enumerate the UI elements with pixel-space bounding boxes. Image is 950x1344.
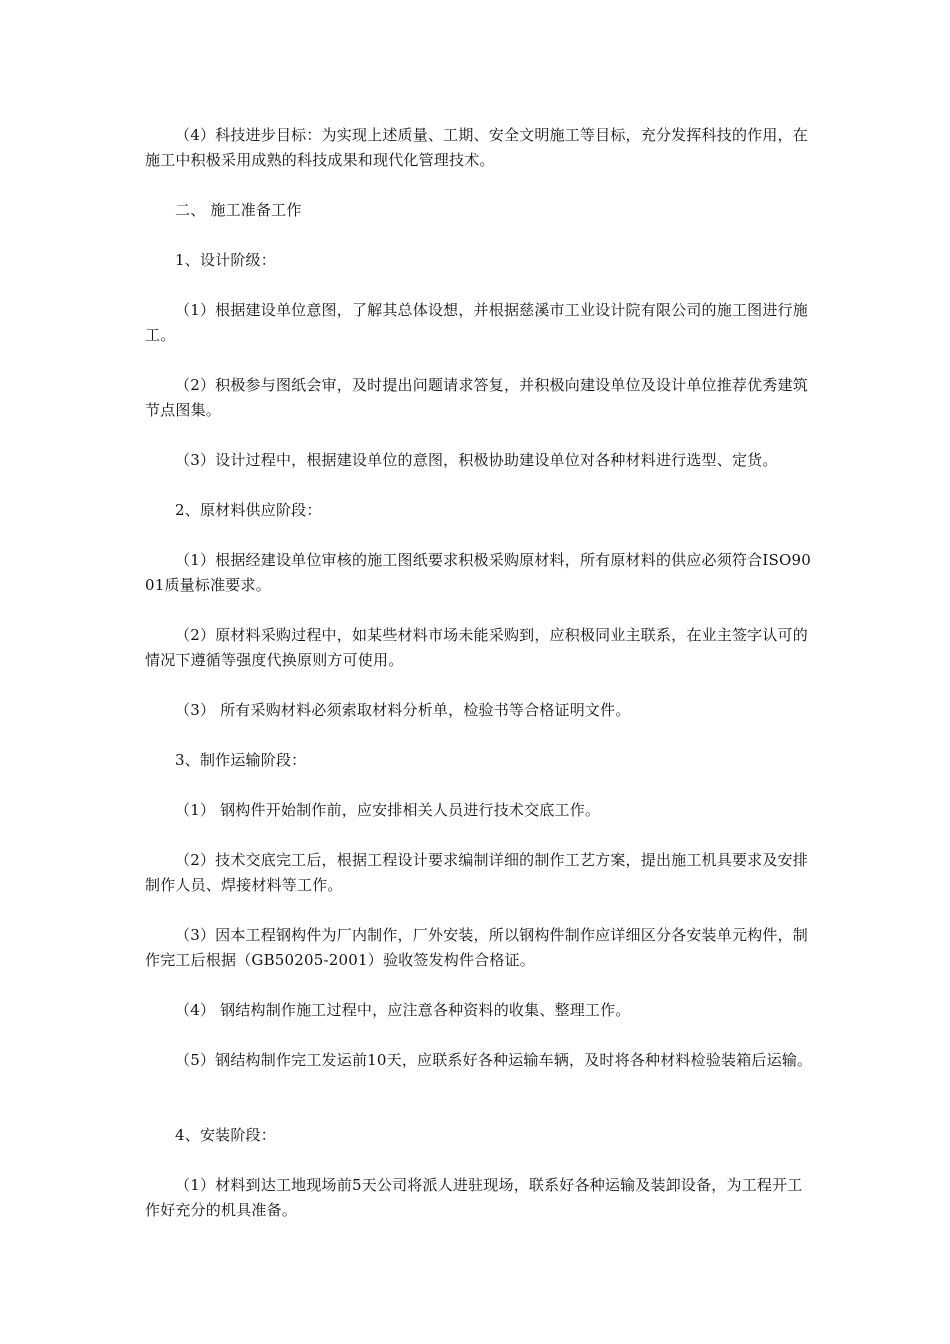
paragraph-fabrication-4: （4） 钢结构制作施工过程中，应注意各种资料的收集、整理工作。: [175, 1001, 631, 1019]
heading-construction-preparation: 二、 施工准备工作: [175, 201, 302, 219]
paragraph-installation-1: （1）材料到达工地现场前5天公司将派人进驻现场，联系好各种运输及装卸设备，为工程开工作好充分的机具准备。: [145, 1176, 803, 1219]
paragraph-fabrication-2: （2）技术交底完工后，根据工程设计要求编制详细的制作工艺方案，提出施工机具要求及安排制作人员、焊接材料等工作。: [145, 851, 808, 894]
paragraph-design-3: （3）设计过程中，根据建设单位的意图，积极协助建设单位对各种材料进行选型、定货。: [175, 451, 778, 469]
heading-installation-stage: 4、安装阶段：: [175, 1126, 276, 1144]
heading-material-supply-stage: 2、原材料供应阶段：: [175, 501, 322, 519]
paragraph-design-2: （2）积极参与图纸会审，及时提出问题请求答复，并积极向建设单位及设计单位推荐优秀建筑节点图集。: [145, 376, 808, 419]
paragraph-tech-progress-goal: （4）科技进步目标：为实现上述质量、工期、安全文明施工等目标，充分发挥科技的作用，在施工中积极采用成熟的科技成果和现代化管理技术。: [145, 126, 808, 169]
paragraph-fabrication-3: （3）因本工程钢构件为厂内制作，厂外安装，所以钢构件制作应详细区分各安装单元构件，制作完工后根据（GB50205-2001）验收签发构件合格证。: [145, 926, 808, 969]
paragraph-fabrication-1: （1） 钢构件开始制作前，应安排相关人员进行技术交底工作。: [175, 801, 601, 819]
paragraph-material-2: （2）原材料采购过程中，如某些材料市场未能采购到，应积极同业主联系，在业主签字认可的情况下遵循等强度代换原则方可使用。: [145, 626, 808, 669]
heading-design-stage: 1、设计阶级：: [175, 251, 276, 269]
paragraph-fabrication-5: （5）钢结构制作完工发运前10天，应联系好各种运输车辆，及时将各种材料检验装箱后运输。: [175, 1051, 813, 1069]
paragraph-design-1: （1）根据建设单位意图，了解其总体设想，并根据慈溪市工业设计院有限公司的施工图进行施工。: [145, 301, 808, 344]
paragraph-material-3: （3） 所有采购材料必须索取材料分析单，检验书等合格证明文件。: [175, 701, 631, 719]
paragraph-material-1: （1）根据经建设单位审核的施工图纸要求积极采购原材料，所有原材料的供应必须符合ISO9001质量标准要求。: [145, 551, 811, 594]
heading-fabrication-transport-stage: 3、制作运输阶段：: [175, 751, 307, 769]
